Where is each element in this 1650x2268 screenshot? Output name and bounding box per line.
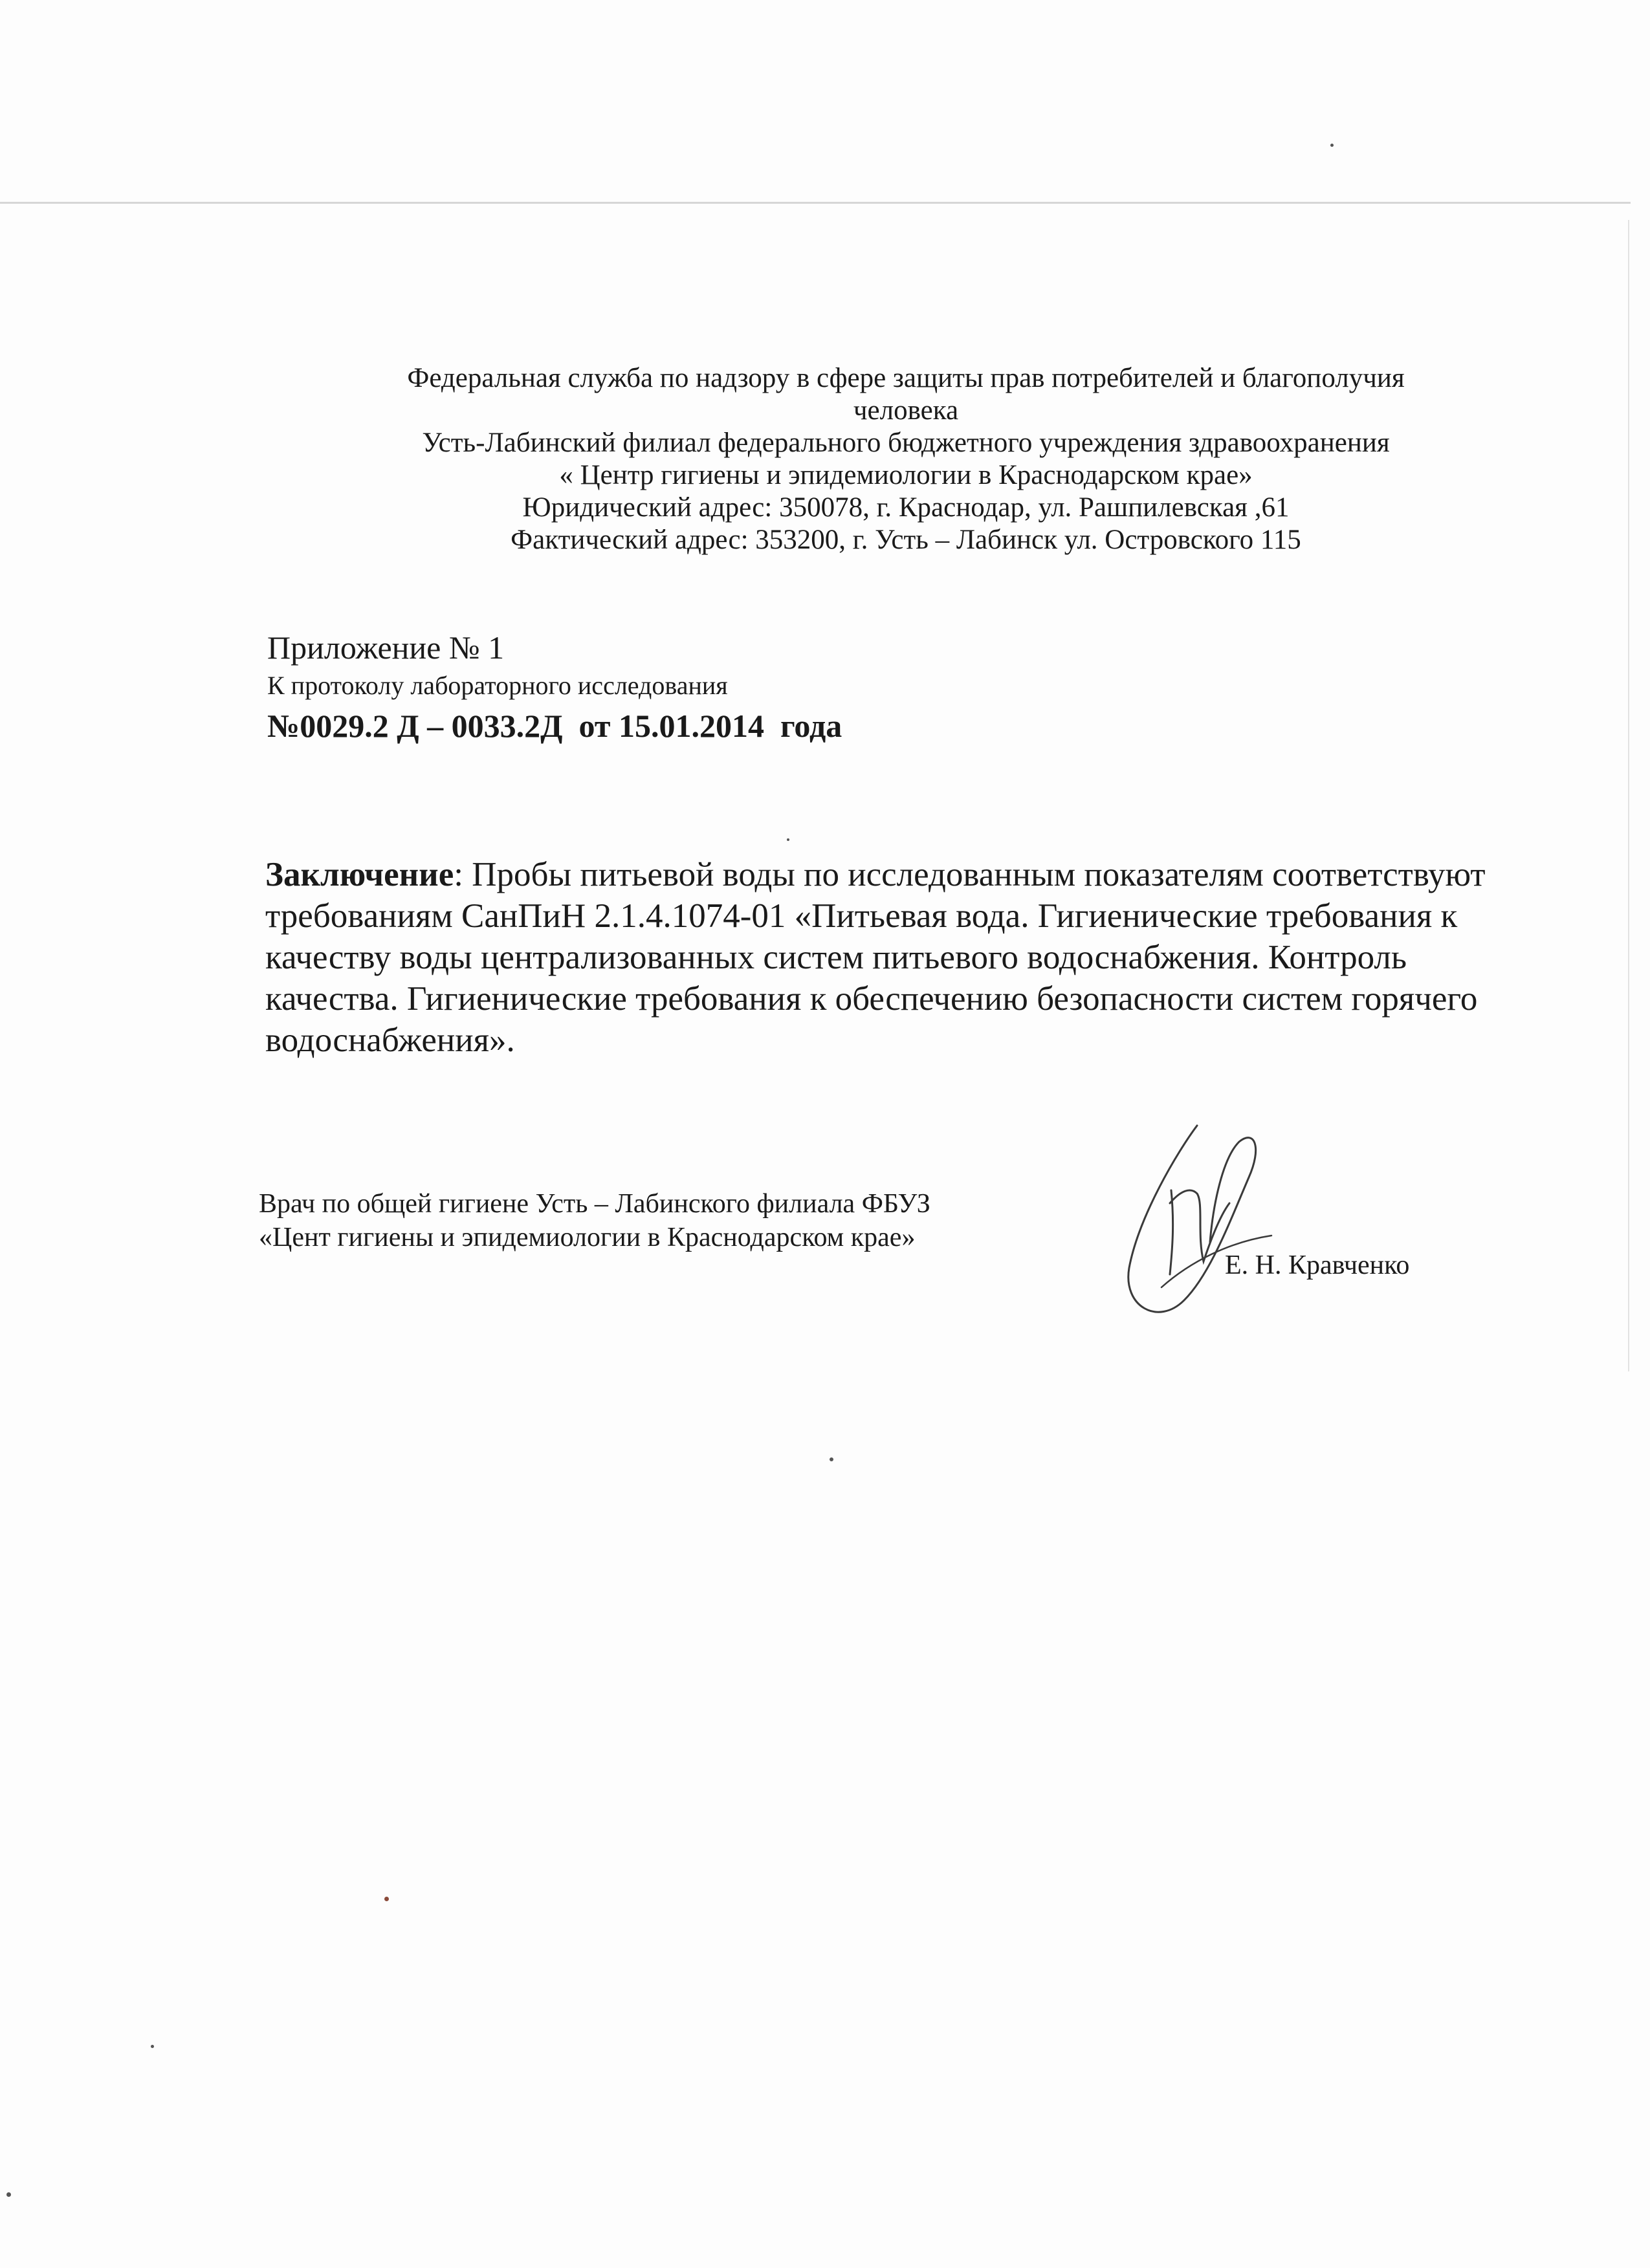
paper-edge-top <box>0 202 1631 204</box>
header-agency-line-continued: человека <box>853 395 959 426</box>
header-agency-line: Федеральная служба по надзору в сфере защиты прав потребителей и благополучия <box>407 363 1405 393</box>
protocol-number: №0029.2 Д – 0033.2Д от 15.01.2014 года <box>267 708 842 744</box>
scan-speck <box>787 838 789 841</box>
appendix-block <box>267 627 842 748</box>
appendix-title: Приложение № 1 <box>267 629 505 666</box>
header-center-name: « Центр гигиены и эпидемиологии в Краснодарском крае» <box>559 460 1253 490</box>
header-legal-address: Юридический адрес: 350078, г. Краснодар, ул. Рашпилевская ,61 <box>522 492 1290 523</box>
signer-position: Врач по общей гигиене Усть – Лабинского филиала ФБУЗ <box>259 1189 930 1219</box>
appendix-subtitle: К протоколу лабораторного исследования <box>267 671 728 700</box>
scan-speck <box>1330 144 1334 147</box>
signer-name: Е. Н. Кравченко <box>1225 1250 1410 1280</box>
signer-organization: «Цент гигиены и эпидемиологии в Краснодарском крае» <box>259 1223 916 1252</box>
header-branch-line: Усть-Лабинский филиал федерального бюджетного учреждения здравоохранения <box>422 428 1390 458</box>
conclusion-label: Заключение <box>265 856 454 893</box>
scan-speck <box>830 1457 833 1461</box>
scan-speck <box>6 2192 11 2197</box>
paper-edge-right <box>1628 220 1629 1371</box>
scan-speck <box>384 1897 389 1901</box>
signature-block <box>259 1187 930 1254</box>
document-header <box>246 362 1566 556</box>
conclusion-text: : Пробы питьевой воды по исследованным показателям соответствуют требованиям СанПиН 2.1.4.1074-01 «Питьевая вода. Гигиенические требования к качеству воды централизованных систем питьевого водоснабжения. Контроль качества. Гигиенические требования к обеспечению безопасности систем горячего водоснабжения». <box>265 856 1486 1059</box>
conclusion-paragraph <box>265 854 1546 1061</box>
header-actual-address: Фактический адрес: 353200, г. Усть – Лабинск ул. Островского 115 <box>511 525 1301 555</box>
scan-speck <box>151 2045 154 2048</box>
handwritten-signature <box>1100 1113 1294 1333</box>
